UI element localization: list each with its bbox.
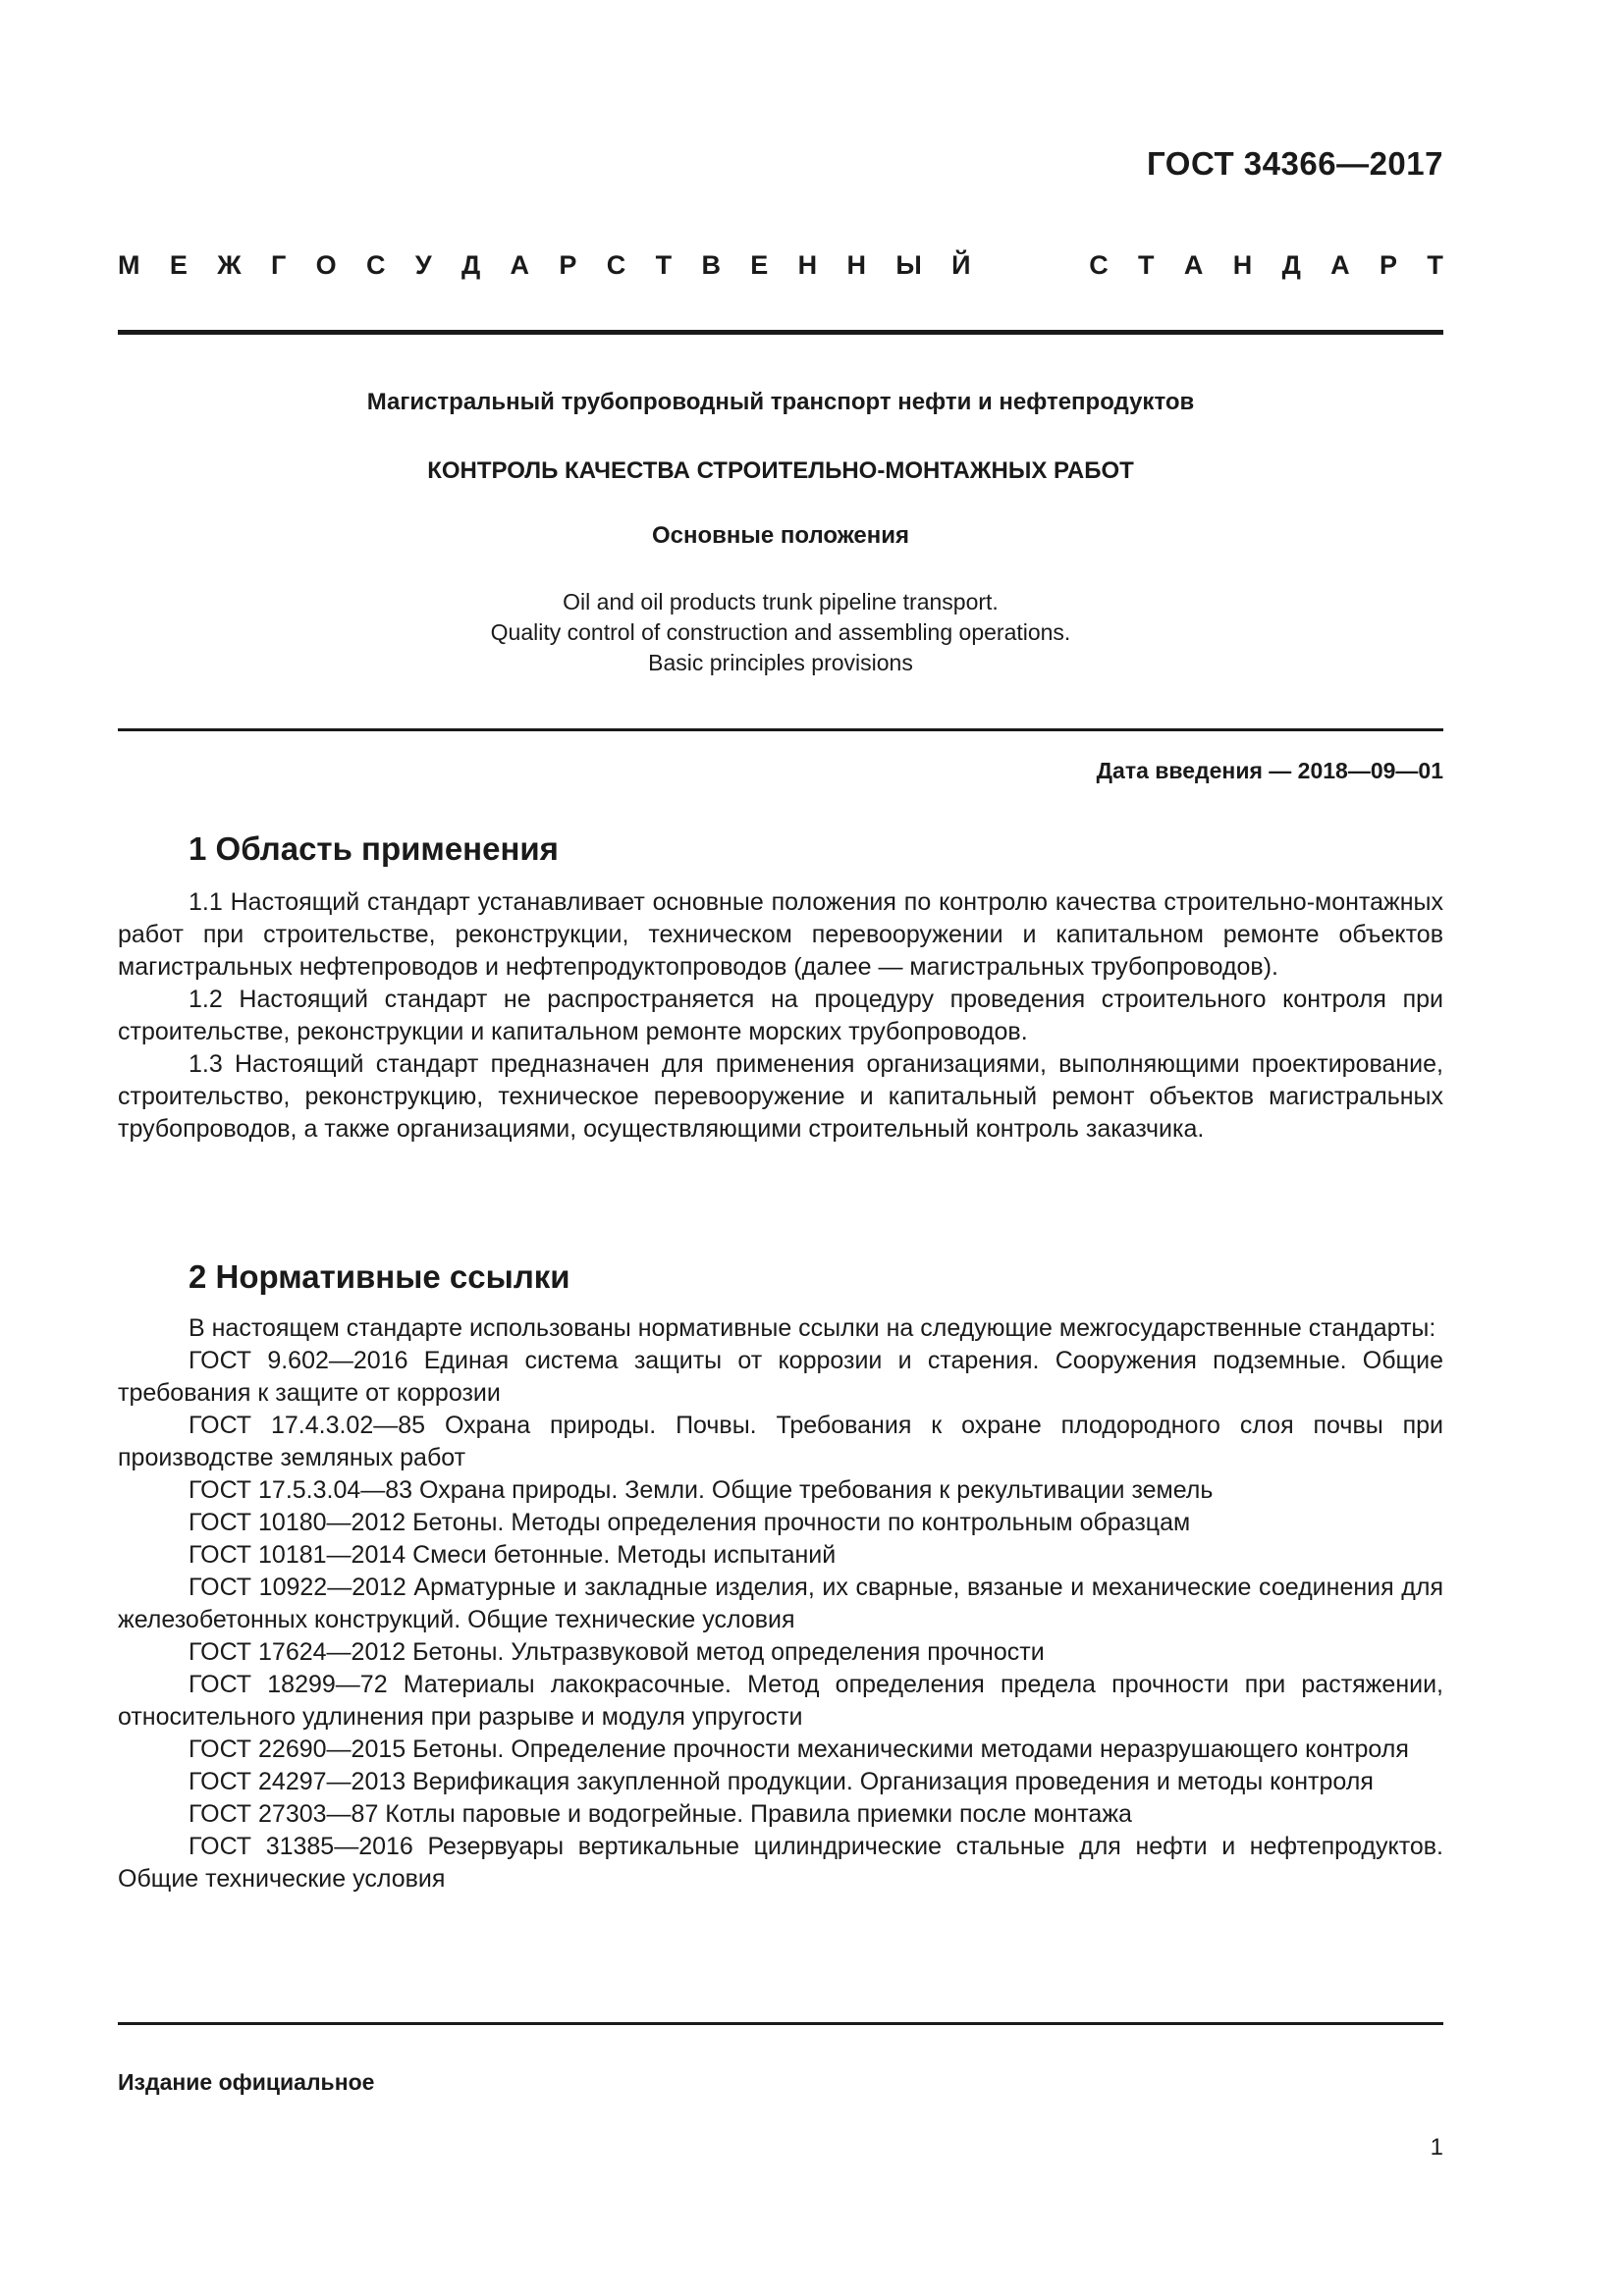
reference-item: ГОСТ 17.4.3.02—85 Охрана природы. Почвы. Требования к охране плодородного слоя почвы при производстве земляных работ xyxy=(118,1412,1443,1471)
banner-letter: Н xyxy=(1232,250,1253,280)
banner-letter: Г xyxy=(270,250,287,280)
reference-item: ГОСТ 27303—87 Котлы паровые и водогрейные. Правила приемки после монтажа xyxy=(189,1800,1132,1828)
banner-letter: Р xyxy=(559,250,577,280)
title-ru-main: КОНТРОЛЬ КАЧЕСТВА СТРОИТЕЛЬНО-МОНТАЖНЫХ РАБОТ xyxy=(427,457,1134,484)
reference-item: ГОСТ 24297—2013 Верификация закупленной продукции. Организация проведения и методы контроля xyxy=(189,1768,1374,1795)
banner-letter: Т xyxy=(655,250,673,280)
reference-item: ГОСТ 22690—2015 Бетоны. Определение прочности механическими методами неразрушающего контроля xyxy=(189,1735,1409,1763)
banner-letter: Т xyxy=(1138,250,1155,280)
introduction-date: Дата введения — 2018—09—01 xyxy=(1096,758,1443,783)
official-edition-label: Издание официальное xyxy=(118,2069,375,2095)
banner-letter: Е xyxy=(169,250,188,280)
header-rule xyxy=(118,330,1443,335)
banner-letter: О xyxy=(315,250,337,280)
banner-letter: А xyxy=(1183,250,1204,280)
banner-letter: Ж xyxy=(217,250,242,280)
title-en-line: Basic principles provisions xyxy=(648,650,913,675)
banner-letter: Д xyxy=(460,250,481,280)
banner-letter: В xyxy=(701,250,721,280)
banner-letter: Ы xyxy=(895,250,922,280)
section-1-body xyxy=(118,886,1443,1146)
footer-rule xyxy=(118,2022,1443,2025)
banner-letter: С xyxy=(1089,250,1109,280)
banner-letter: С xyxy=(365,250,386,280)
banner-letter: У xyxy=(414,250,432,280)
banner-letter: Т xyxy=(1427,250,1443,280)
title-en-block xyxy=(118,587,1443,678)
section-2-body xyxy=(118,1312,1443,1896)
page-number: 1 xyxy=(1430,2134,1443,2161)
banner-letter: Е xyxy=(750,250,769,280)
banner-letter: Н xyxy=(846,250,866,280)
title-en-line: Oil and oil products trunk pipeline transport. xyxy=(563,589,999,614)
banner-word-gap xyxy=(1001,250,1059,290)
document-code: ГОСТ 34366—2017 xyxy=(1147,145,1443,182)
paragraph: 1.1 Настоящий стандарт устанавливает основные положения по контролю качества строительно-монтажных работ при строительстве, реконструкции, техническом перевооружении и капитальном ремонте объектов магистральных нефтепроводов и нефтепродуктопроводов (далее — магистральных трубопроводов). xyxy=(118,888,1443,981)
reference-item: ГОСТ 17624—2012 Бетоны. Ультразвуковой метод определения прочности xyxy=(189,1638,1045,1666)
title-ru-subject: Магистральный трубопроводный транспорт нефти и нефтепродуктов xyxy=(366,389,1195,415)
banner-letter: А xyxy=(510,250,530,280)
title-ru-subtitle: Основные положения xyxy=(651,522,910,549)
reference-item: ГОСТ 17.5.3.04—83 Охрана природы. Земли. Общие требования к рекультивации земель xyxy=(189,1476,1214,1504)
section-2-title: 2 Нормативные ссылки xyxy=(189,1258,570,1295)
document-page xyxy=(118,0,1443,2296)
banner-letter: М xyxy=(118,250,140,280)
reference-item: ГОСТ 18299—72 Материалы лакокрасочные. Метод определения предела прочности при растяжении, относительного удлинения при разрыве и модуля упругости xyxy=(118,1671,1443,1731)
section-1-title: 1 Область применения xyxy=(189,830,559,867)
title-en-line: Quality control of construction and assembling operations. xyxy=(490,619,1071,645)
reference-item: ГОСТ 10180—2012 Бетоны. Методы определения прочности по контрольным образцам xyxy=(189,1509,1191,1536)
title-rule xyxy=(118,728,1443,731)
banner-letter: Н xyxy=(797,250,818,280)
banner-letter: Д xyxy=(1281,250,1301,280)
banner-letter: С xyxy=(606,250,626,280)
paragraph: 1.2 Настоящий стандарт не распространяется на процедуру проведения строительного контроля при строительстве, реконструкции и капитальном ремонте морских трубопроводов. xyxy=(118,986,1443,1045)
reference-item: ГОСТ 10922—2012 Арматурные и закладные изделия, их сварные, вязаные и механические соединения для железобетонных конструкций. Общие технические условия xyxy=(118,1574,1443,1633)
banner-letter: Й xyxy=(951,250,971,280)
reference-item: ГОСТ 9.602—2016 Единая система защиты от коррозии и старения. Сооружения подземные. Общие требования к защите от коррозии xyxy=(118,1347,1443,1407)
banner-letter: Р xyxy=(1380,250,1398,280)
reference-item: ГОСТ 10181—2014 Смеси бетонные. Методы испытаний xyxy=(189,1541,837,1569)
standard-banner xyxy=(118,250,1443,290)
paragraph: В настоящем стандарте использованы нормативные ссылки на следующие межгосударственные стандарты: xyxy=(189,1314,1436,1342)
paragraph: 1.3 Настоящий стандарт предназначен для применения организациями, выполняющими проектирование, строительство, реконструкцию, техническое перевооружение и капитальный ремонт объектов магистральных трубопроводов, а также организациями, осуществляющими строительный контроль заказчика. xyxy=(118,1050,1443,1143)
reference-item: ГОСТ 31385—2016 Резервуары вертикальные цилиндрические стальные для нефти и нефтепродуктов. Общие технические условия xyxy=(118,1833,1443,1893)
banner-letter: А xyxy=(1330,250,1350,280)
